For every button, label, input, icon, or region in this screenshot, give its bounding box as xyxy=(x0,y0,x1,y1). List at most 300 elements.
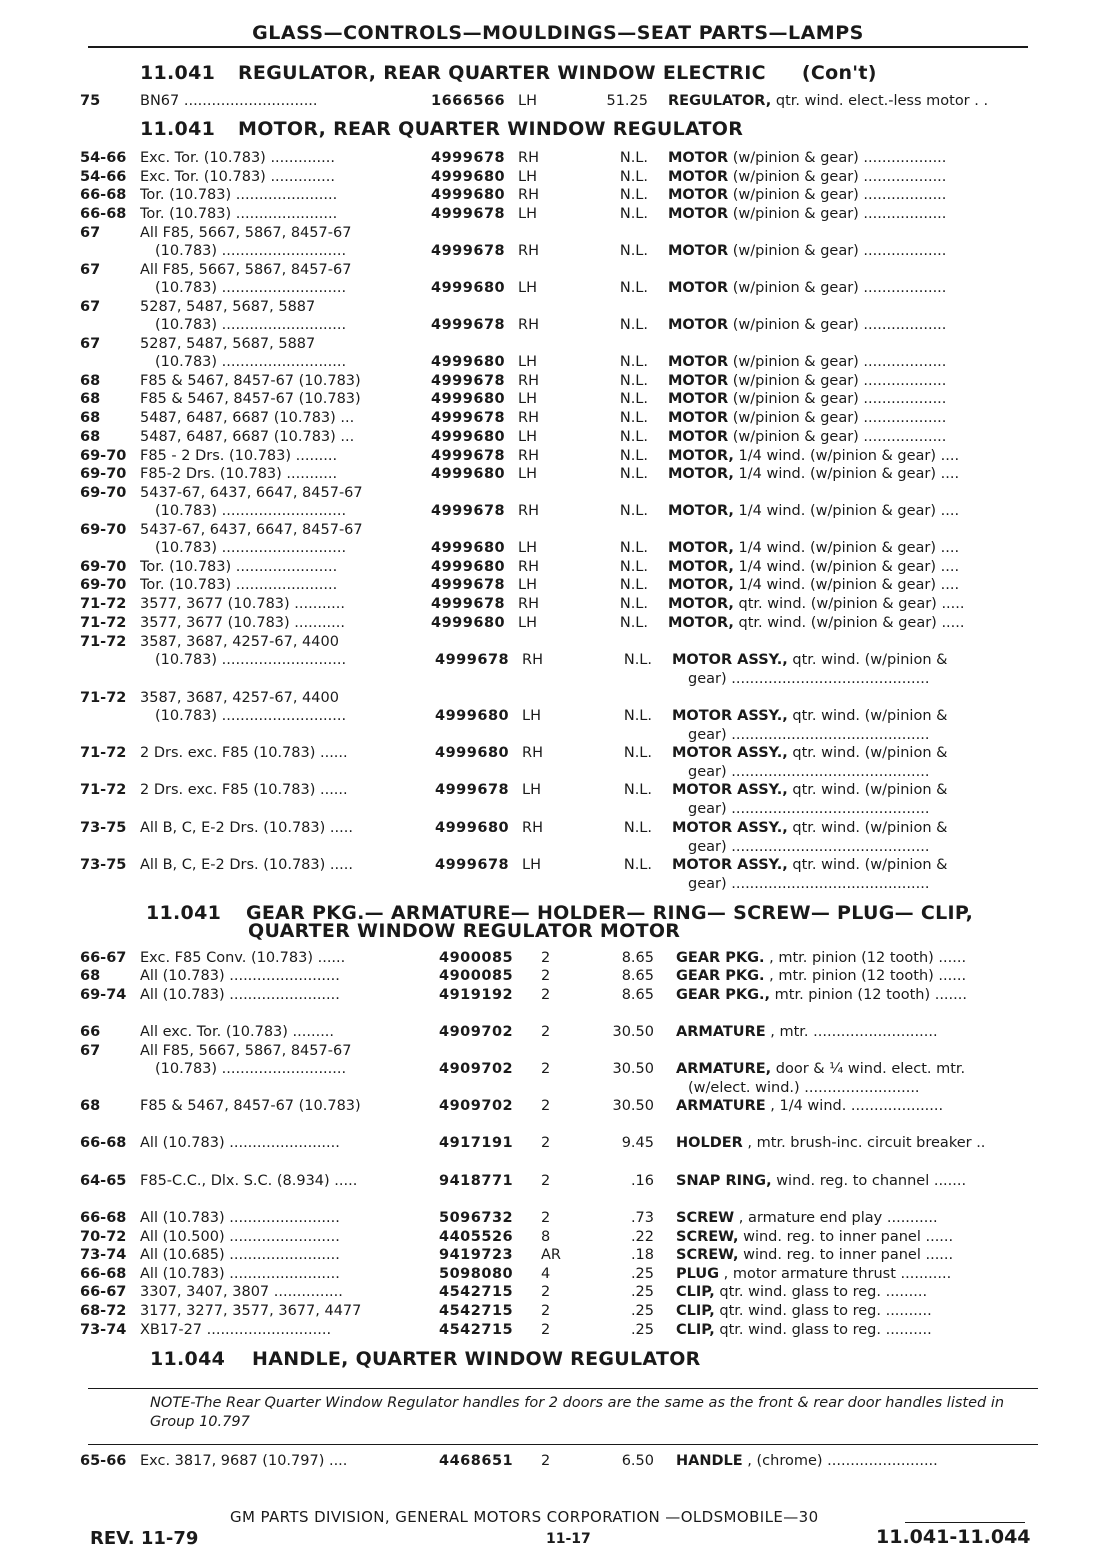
application-description: All (10.500) ........................ xyxy=(140,1229,340,1245)
part-name xyxy=(676,1453,1044,1469)
application-description: Exc. F85 Conv. (10.783) ...... xyxy=(140,950,346,966)
part-number: 4999680 xyxy=(431,615,506,631)
side-or-quantity: LH xyxy=(522,857,541,873)
price: N.L. xyxy=(623,857,652,873)
side-or-quantity: RH xyxy=(518,448,539,464)
table-row xyxy=(0,262,1096,280)
table-row xyxy=(0,429,1096,447)
part-name xyxy=(672,857,1040,873)
table-row-continuation xyxy=(0,839,1096,857)
part-name-detail: qtr. wind. (w/pinion & xyxy=(787,652,948,668)
side-or-quantity: 2 xyxy=(541,1173,551,1189)
application-description: 5437-67, 6437, 6647, 8457-67 xyxy=(140,485,363,501)
part-number: 4909702 xyxy=(439,1024,514,1040)
table-row xyxy=(0,1173,1096,1191)
part-name-detail: qtr. wind. glass to reg. .......... xyxy=(714,1303,932,1319)
model-years: 69-70 xyxy=(80,577,127,593)
table-row-continuation xyxy=(0,764,1096,782)
section-title-motor xyxy=(140,118,743,140)
part-name-bold: PLUG xyxy=(676,1266,720,1282)
model-years: 67 xyxy=(80,225,101,241)
side-or-quantity: 2 xyxy=(541,1210,551,1226)
part-number: 4999678 xyxy=(435,782,510,798)
part-number: 4999680 xyxy=(431,187,506,203)
application-description: F85 & 5467, 8457-67 (10.783) xyxy=(140,391,361,407)
side-or-quantity: RH xyxy=(518,410,539,426)
part-name xyxy=(668,429,1036,445)
part-number: 4917191 xyxy=(439,1135,514,1151)
part-name-bold: SNAP RING, xyxy=(676,1173,772,1189)
table-row-continuation xyxy=(0,1080,1096,1098)
price: N.L. xyxy=(619,150,648,166)
part-number: 4405526 xyxy=(439,1229,514,1245)
part-name-detail: mtr. pinion (12 tooth) ....... xyxy=(770,987,967,1003)
model-years: 71-72 xyxy=(80,690,127,706)
model-years: 64-65 xyxy=(80,1173,127,1189)
table-row xyxy=(0,169,1096,187)
price: N.L. xyxy=(619,243,648,259)
application-description: 5437-67, 6437, 6647, 8457-67 xyxy=(140,522,363,538)
model-years: 69-74 xyxy=(80,987,127,1003)
application-description: 5287, 5487, 5687, 5887 xyxy=(140,299,316,315)
footer-revision: REV. 11-79 xyxy=(90,1528,199,1549)
model-years: 66-67 xyxy=(80,950,127,966)
side-or-quantity: 2 xyxy=(541,1284,551,1300)
application-description: All (10.783) ........................ xyxy=(140,987,340,1003)
part-name-detail: qtr. wind. (w/pinion & xyxy=(787,708,948,724)
part-number: 4999680 xyxy=(435,708,510,724)
part-number: 4909702 xyxy=(439,1061,514,1077)
table-row xyxy=(0,187,1096,205)
part-name-bold: MOTOR, xyxy=(668,540,734,556)
table-row xyxy=(0,968,1096,986)
price: N.L. xyxy=(619,596,648,612)
application-description: Tor. (10.783) ...................... xyxy=(140,206,338,222)
model-years: 69-70 xyxy=(80,485,127,501)
part-name-bold: MOTOR xyxy=(668,206,729,222)
model-years: 66-68 xyxy=(80,187,127,203)
part-name xyxy=(676,950,1044,966)
part-name xyxy=(668,150,1036,166)
part-name xyxy=(676,1061,1044,1077)
price: .25 xyxy=(630,1322,654,1338)
part-number: 4999680 xyxy=(431,280,506,296)
table-row xyxy=(0,150,1096,168)
model-years: 66-68 xyxy=(80,1135,127,1151)
side-or-quantity: RH xyxy=(522,652,543,668)
table-row xyxy=(0,1303,1096,1321)
part-number: 4999678 xyxy=(435,652,510,668)
table-row-continuation xyxy=(0,317,1096,335)
application-description: All exc. Tor. (10.783) ......... xyxy=(140,1024,335,1040)
table-row xyxy=(0,1210,1096,1228)
section-title-gear-line2: QUARTER WINDOW REGULATOR MOTOR xyxy=(248,920,681,942)
footer-group-range: 11.041-11.044 xyxy=(876,1526,1031,1548)
part-name-detail: (w/pinion & gear) .................. xyxy=(728,354,947,370)
part-name xyxy=(676,1322,1044,1338)
model-years: 54-66 xyxy=(80,150,127,166)
side-or-quantity: 2 xyxy=(541,1453,551,1469)
part-name-detail: (w/pinion & gear) .................. xyxy=(728,243,947,259)
section-title-regulator xyxy=(140,62,877,84)
part-name xyxy=(672,782,1040,798)
application-description: All (10.685) ........................ xyxy=(140,1247,340,1263)
footer-publisher: GM PARTS DIVISION, GENERAL MOTORS CORPORATION —OLDSMOBILE—30 xyxy=(230,1508,819,1526)
model-years: 68 xyxy=(80,373,101,389)
table-row xyxy=(0,466,1096,484)
price: .25 xyxy=(630,1284,654,1300)
table-row xyxy=(0,1247,1096,1265)
price: N.L. xyxy=(619,559,648,575)
price: N.L. xyxy=(619,577,648,593)
model-years: 54-66 xyxy=(80,169,127,185)
model-years: 68 xyxy=(80,1098,101,1114)
part-name-cont: gear) ........................................... xyxy=(688,876,930,892)
application-description: All F85, 5667, 5867, 8457-67 xyxy=(140,225,352,241)
side-or-quantity: RH xyxy=(518,243,539,259)
side-or-quantity: LH xyxy=(518,93,537,109)
part-name-bold: MOTOR, xyxy=(668,596,734,612)
model-years: 66-68 xyxy=(80,206,127,222)
table-row xyxy=(0,820,1096,838)
part-name-detail: , 1/4 wind. .................... xyxy=(765,1098,944,1114)
model-years: 69-70 xyxy=(80,448,127,464)
application-description: All (10.783) ........................ xyxy=(140,1210,340,1226)
table-row xyxy=(0,857,1096,875)
part-number: 4999680 xyxy=(431,429,506,445)
table-row-continuation xyxy=(0,727,1096,745)
side-or-quantity: RH xyxy=(518,187,539,203)
part-name-bold: MOTOR xyxy=(668,391,729,407)
part-number: 4999680 xyxy=(431,559,506,575)
section-name: MOTOR, REAR QUARTER WINDOW REGULATOR xyxy=(238,118,744,140)
part-name xyxy=(668,559,1036,575)
side-or-quantity: LH xyxy=(518,354,537,370)
application-description: Tor. (10.783) ...................... xyxy=(140,577,338,593)
price: N.L. xyxy=(623,782,652,798)
side-or-quantity: RH xyxy=(518,503,539,519)
table-row xyxy=(0,1284,1096,1302)
table-row xyxy=(0,206,1096,224)
part-name-detail: , mtr. brush-inc. circuit breaker .. xyxy=(742,1135,986,1151)
part-name-bold: CLIP, xyxy=(676,1284,715,1300)
part-name-detail: (w/pinion & gear) .................. xyxy=(728,280,947,296)
table-row-continuation xyxy=(0,243,1096,261)
table-row xyxy=(0,987,1096,1005)
part-name-detail: 1/4 wind. (w/pinion & gear) .... xyxy=(733,540,960,556)
part-name-bold: MOTOR ASSY., xyxy=(672,820,788,836)
side-or-quantity: LH xyxy=(518,169,537,185)
price: N.L. xyxy=(623,652,652,668)
application-description-cont: (10.783) ........................... xyxy=(155,708,347,724)
part-name-bold: HOLDER xyxy=(676,1135,743,1151)
part-name xyxy=(676,1173,1044,1189)
part-name-detail: qtr. wind. elect.-less motor . . xyxy=(771,93,989,109)
model-years: 71-72 xyxy=(80,782,127,798)
part-name-bold: CLIP, xyxy=(676,1322,715,1338)
part-number: 4999678 xyxy=(431,577,506,593)
part-name-cont: gear) ........................................... xyxy=(688,671,930,687)
side-or-quantity: 2 xyxy=(541,950,551,966)
model-years: 66-67 xyxy=(80,1284,127,1300)
part-name xyxy=(676,1098,1044,1114)
side-or-quantity: LH xyxy=(522,782,541,798)
application-description: Exc. Tor. (10.783) .............. xyxy=(140,150,335,166)
table-row-continuation xyxy=(0,801,1096,819)
model-years: 69-70 xyxy=(80,466,127,482)
price: .25 xyxy=(630,1266,654,1282)
side-or-quantity: LH xyxy=(518,540,537,556)
part-name-detail: 1/4 wind. (w/pinion & gear) .... xyxy=(733,466,960,482)
section-number: 11.041 xyxy=(146,902,222,924)
part-name-detail: qtr. wind. (w/pinion & xyxy=(787,782,948,798)
table-row xyxy=(0,448,1096,466)
price: 8.65 xyxy=(621,968,654,984)
part-name-bold: MOTOR, xyxy=(668,503,734,519)
model-years: 73-75 xyxy=(80,820,127,836)
section-number: 11.044 xyxy=(150,1348,226,1370)
section-number: 11.041 xyxy=(140,118,216,140)
application-description-cont: (10.783) ........................... xyxy=(155,354,347,370)
model-years: 73-74 xyxy=(80,1247,127,1263)
side-or-quantity: 2 xyxy=(541,1322,551,1338)
part-name xyxy=(668,280,1036,296)
side-or-quantity: LH xyxy=(518,391,537,407)
part-name-detail: wind. reg. to channel ....... xyxy=(771,1173,967,1189)
note-text: NOTE-The Rear Quarter Window Regulator handles for 2 doors are the same as the front & rear door handles listed in Group 10.797 xyxy=(150,1395,1005,1430)
part-name-cont: (w/elect. wind.) ......................... xyxy=(688,1080,920,1096)
part-name-bold: MOTOR xyxy=(668,354,729,370)
application-description: All B, C, E-2 Drs. (10.783) ..... xyxy=(140,820,353,836)
page-header: GLASS—CONTROLS—MOULDINGS—SEAT PARTS—LAMPS xyxy=(88,22,1028,48)
part-name-detail: qtr. wind. glass to reg. ......... xyxy=(714,1284,928,1300)
price: 8.65 xyxy=(621,987,654,1003)
application-description: All F85, 5667, 5867, 8457-67 xyxy=(140,262,352,278)
model-years: 70-72 xyxy=(80,1229,127,1245)
part-name-detail: wind. reg. to inner panel ...... xyxy=(738,1229,954,1245)
part-name-bold: GEAR PKG. xyxy=(676,968,765,984)
price: N.L. xyxy=(619,169,648,185)
part-name xyxy=(668,448,1036,464)
table-row xyxy=(0,1266,1096,1284)
side-or-quantity: 2 xyxy=(541,1135,551,1151)
part-number: 4542715 xyxy=(439,1303,514,1319)
side-or-quantity: RH xyxy=(522,745,543,761)
application-description-cont: (10.783) ........................... xyxy=(155,1061,347,1077)
price: N.L. xyxy=(619,187,648,203)
part-name xyxy=(676,968,1044,984)
application-description: 2 Drs. exc. F85 (10.783) ...... xyxy=(140,745,348,761)
application-description: All (10.783) ........................ xyxy=(140,1135,340,1151)
table-row xyxy=(0,634,1096,652)
application-description: 2 Drs. exc. F85 (10.783) ...... xyxy=(140,782,348,798)
part-name-detail: 1/4 wind. (w/pinion & gear) .... xyxy=(733,559,960,575)
model-years: 66-68 xyxy=(80,1266,127,1282)
application-description: F85 & 5467, 8457-67 (10.783) xyxy=(140,1098,361,1114)
part-name-detail: (w/pinion & gear) .................. xyxy=(728,317,947,333)
table-row xyxy=(0,782,1096,800)
part-name-detail: qtr. wind. (w/pinion & xyxy=(787,857,948,873)
part-name-bold: SCREW, xyxy=(676,1229,739,1245)
side-or-quantity: RH xyxy=(518,317,539,333)
price: N.L. xyxy=(619,429,648,445)
part-name-bold: MOTOR xyxy=(668,169,729,185)
model-years: 68 xyxy=(80,391,101,407)
part-name xyxy=(672,708,1040,724)
part-name-detail: (w/pinion & gear) .................. xyxy=(728,187,947,203)
part-name xyxy=(668,187,1036,203)
part-number: 9419723 xyxy=(439,1247,514,1263)
part-name-bold: MOTOR xyxy=(668,429,729,445)
side-or-quantity: 2 xyxy=(541,1061,551,1077)
price: N.L. xyxy=(619,410,648,426)
section-name: HANDLE, QUARTER WINDOW REGULATOR xyxy=(252,1348,701,1370)
part-name-detail: (w/pinion & gear) .................. xyxy=(728,169,947,185)
part-name xyxy=(668,577,1036,593)
price: N.L. xyxy=(619,373,648,389)
model-years: 69-70 xyxy=(80,522,127,538)
side-or-quantity: LH xyxy=(518,280,537,296)
table-row xyxy=(0,615,1096,633)
price: N.L. xyxy=(619,354,648,370)
part-number: 4999678 xyxy=(431,206,506,222)
part-name-bold: MOTOR, xyxy=(668,559,734,575)
part-name xyxy=(668,354,1036,370)
part-name xyxy=(668,410,1036,426)
part-number: 5096732 xyxy=(439,1210,514,1226)
part-number: 4999678 xyxy=(431,150,506,166)
model-years: 71-72 xyxy=(80,745,127,761)
part-name xyxy=(668,503,1036,519)
part-name-detail: wind. reg. to inner panel ...... xyxy=(738,1247,954,1263)
part-name-detail: (w/pinion & gear) .................. xyxy=(728,373,947,389)
part-name xyxy=(676,1024,1044,1040)
application-description: Exc. 3817, 9687 (10.797) .... xyxy=(140,1453,348,1469)
price: 30.50 xyxy=(612,1061,654,1077)
part-name xyxy=(668,596,1036,612)
table-row-continuation xyxy=(0,876,1096,894)
price: N.L. xyxy=(619,466,648,482)
part-name-detail: qtr. wind. (w/pinion & xyxy=(787,745,948,761)
part-name-bold: GEAR PKG. xyxy=(676,950,765,966)
table-row xyxy=(0,1098,1096,1116)
part-name-detail: , (chrome) ........................ xyxy=(742,1453,938,1469)
model-years: 71-72 xyxy=(80,615,127,631)
part-name xyxy=(676,1284,1044,1300)
part-number: 4542715 xyxy=(439,1322,514,1338)
model-years: 66-68 xyxy=(80,1210,127,1226)
part-number: 4909702 xyxy=(439,1098,514,1114)
part-name xyxy=(668,373,1036,389)
price: N.L. xyxy=(623,820,652,836)
table-row-continuation xyxy=(0,671,1096,689)
application-description: All B, C, E-2 Drs. (10.783) ..... xyxy=(140,857,353,873)
table-row xyxy=(0,559,1096,577)
model-years: 67 xyxy=(80,1043,101,1059)
price: N.L. xyxy=(623,708,652,724)
price: .16 xyxy=(630,1173,654,1189)
model-years: 75 xyxy=(80,93,101,109)
part-number: 4999678 xyxy=(431,373,506,389)
price: 30.50 xyxy=(612,1024,654,1040)
application-description-cont: (10.783) ........................... xyxy=(155,652,347,668)
table-row xyxy=(0,299,1096,317)
table-row xyxy=(0,1135,1096,1153)
model-years: 67 xyxy=(80,299,101,315)
part-name-bold: ARMATURE, xyxy=(676,1061,772,1077)
table-row-continuation xyxy=(0,540,1096,558)
side-or-quantity: 4 xyxy=(541,1266,551,1282)
part-name-detail: , motor armature thrust ........... xyxy=(719,1266,952,1282)
application-description: 3587, 3687, 4257-67, 4400 xyxy=(140,634,339,650)
part-name-bold: MOTOR xyxy=(668,280,729,296)
part-number: 4542715 xyxy=(439,1284,514,1300)
part-number: 4468651 xyxy=(439,1453,514,1469)
part-name-detail: 1/4 wind. (w/pinion & gear) .... xyxy=(733,448,960,464)
part-name-detail: (w/pinion & gear) .................. xyxy=(728,410,947,426)
application-description: 5287, 5487, 5687, 5887 xyxy=(140,336,316,352)
price: 30.50 xyxy=(612,1098,654,1114)
part-name-bold: SCREW, xyxy=(676,1247,739,1263)
part-name xyxy=(668,615,1036,631)
table-row-continuation xyxy=(0,503,1096,521)
part-name-detail: qtr. wind. (w/pinion & gear) ..... xyxy=(733,596,965,612)
part-name-bold: MOTOR ASSY., xyxy=(672,782,788,798)
part-name-bold: MOTOR xyxy=(668,317,729,333)
part-name-bold: MOTOR ASSY., xyxy=(672,745,788,761)
side-or-quantity: 2 xyxy=(541,1024,551,1040)
price: .73 xyxy=(630,1210,654,1226)
part-name-bold: CLIP, xyxy=(676,1303,715,1319)
part-name-detail: 1/4 wind. (w/pinion & gear) .... xyxy=(733,503,960,519)
model-years: 67 xyxy=(80,262,101,278)
section-continued: (Con't) xyxy=(801,62,877,84)
application-description: Tor. (10.783) ...................... xyxy=(140,559,338,575)
part-name-detail: (w/pinion & gear) .................. xyxy=(728,391,947,407)
price: N.L. xyxy=(619,615,648,631)
part-name-bold: MOTOR, xyxy=(668,466,734,482)
part-name xyxy=(668,169,1036,185)
application-description: 5487, 6487, 6687 (10.783) ... xyxy=(140,429,355,445)
part-number: 4900085 xyxy=(439,950,514,966)
table-row xyxy=(0,745,1096,763)
model-years: 68 xyxy=(80,968,101,984)
part-number: 4999680 xyxy=(431,169,506,185)
table-row-continuation xyxy=(0,280,1096,298)
side-or-quantity: 2 xyxy=(541,1098,551,1114)
price: N.L. xyxy=(619,540,648,556)
price: 8.65 xyxy=(621,950,654,966)
table-row xyxy=(0,690,1096,708)
part-name-bold: ARMATURE xyxy=(676,1024,766,1040)
part-number: 5098080 xyxy=(439,1266,514,1282)
table-row xyxy=(0,1024,1096,1042)
part-name-bold: MOTOR xyxy=(668,410,729,426)
model-years: 67 xyxy=(80,336,101,352)
part-name xyxy=(668,391,1036,407)
model-years: 66 xyxy=(80,1024,101,1040)
table-row-continuation xyxy=(0,1061,1096,1079)
part-name-bold: MOTOR xyxy=(668,243,729,259)
part-name xyxy=(676,1229,1044,1245)
part-name-detail: qtr. wind. (w/pinion & xyxy=(787,820,948,836)
application-description-cont: (10.783) ........................... xyxy=(155,503,347,519)
price: .22 xyxy=(630,1229,654,1245)
part-number: 4999678 xyxy=(431,317,506,333)
note-rule-top xyxy=(88,1388,1038,1389)
application-description: 3307, 3407, 3807 ............... xyxy=(140,1284,343,1300)
table-row xyxy=(0,522,1096,540)
